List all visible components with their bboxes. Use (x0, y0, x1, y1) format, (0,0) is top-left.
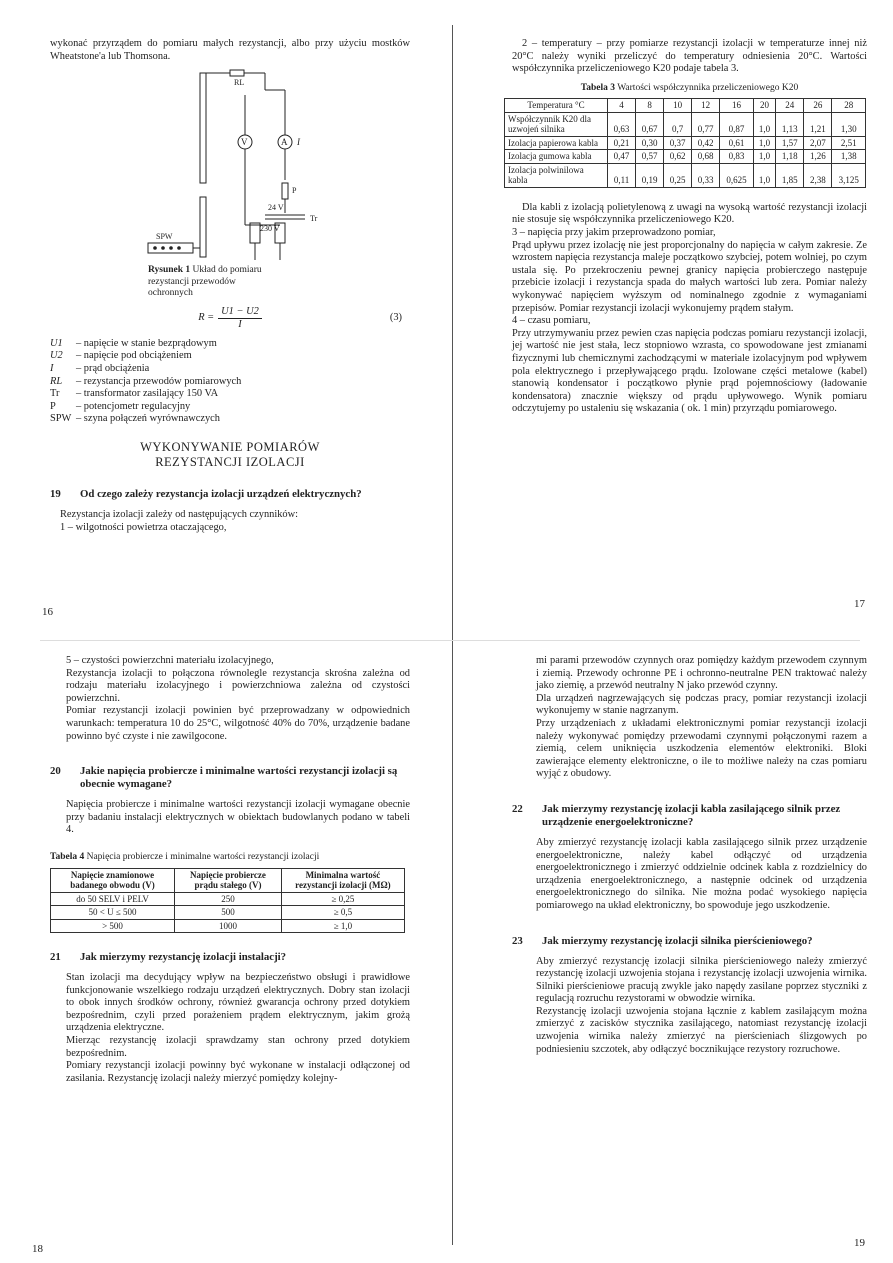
question-19-body (50, 509, 410, 534)
legend-symbol: SPW (50, 413, 72, 425)
table-cell: 0,7 (664, 112, 692, 136)
table-cell: 0,83 (720, 150, 754, 164)
question-number: 21 (50, 951, 61, 964)
page-18-intro (50, 655, 410, 743)
question-23 (512, 935, 867, 948)
table-cell: 0,62 (664, 150, 692, 164)
legend-item (50, 388, 410, 401)
table-row-label: Izolacja gumowa kabla (505, 150, 608, 164)
question-21-body (50, 972, 410, 1085)
paragraph: 1 – wilgotności powietrza otaczającego, (60, 521, 227, 533)
table-cell: 1,18 (776, 150, 804, 164)
page-18 (32, 655, 410, 1255)
table-4-caption (50, 851, 410, 864)
intro-paragraph: wykonać przyrządem do pomiaru małych rezystancji, albo przy użyciu mostków Wheatstone'a lub Thomsona. (50, 38, 410, 62)
table-cell: > 500 (51, 919, 175, 933)
legend-text: – napięcie pod obciążeniem (76, 350, 192, 362)
table-row (51, 919, 405, 933)
table-cell: 1,30 (832, 112, 866, 136)
paragraph: Pomiar rezystancji izolacji powinien być przeprowadzany w odpowiednich warunkach: temperatura 10 do 25°C, wilgotność 40% do 70%, urządzenie badane powinno być czyste i nie zawilgocone. (66, 705, 410, 742)
table-cell: 50 < U ≤ 500 (51, 906, 175, 920)
section-title-line-2: REZYSTANCJI IZOLACJI (155, 455, 305, 470)
conductor-lower (200, 197, 206, 257)
paragraph: Dla urządzeń nagrzewających się podczas pracy, pomiar rezystancji izolacji wykonujemy w stanie nagrzanym. (536, 692, 867, 717)
table-cell: 0,37 (664, 136, 692, 150)
table-row (51, 906, 405, 920)
conductor-upper (200, 73, 206, 183)
table-cell: ≥ 0,25 (281, 892, 404, 906)
table-header-cell: 20 (753, 99, 776, 113)
section-title-line-1: WYKONYWANIE POMIARÓW (140, 440, 320, 455)
question-title: Jak mierzymy rezystancję izolacji silnika pierścieniowego? (542, 934, 813, 947)
legend-symbol: U1 (50, 337, 63, 349)
table-caption-label: Tabela 3 (580, 82, 615, 93)
table-caption-text: Napięcia probiercze i minimalne wartości rezystancji izolacji (86, 851, 320, 862)
figure-caption-label: Rysunek 1 (148, 265, 191, 276)
table-header-cell: 4 (608, 99, 636, 113)
paragraph: 4 – czasu pomiaru, (512, 315, 591, 327)
paragraph: Rezystancję izolacji uzwojenia stojana łącznie z kablem zasilającym można zmierzyć z zacisków stycznika zasilającego, natomiast rezystancję izolacji uzwojenia wirnika należy zmierzyć na pierścieniach ślizgowych po podniesieniu szczotek, aby odłączyć bocznikujące rezystory rozruchowe. (536, 1005, 867, 1055)
table-row (51, 892, 405, 906)
legend-symbol: Tr (50, 388, 60, 400)
question-number: 20 (50, 765, 61, 778)
table-header-row (51, 868, 405, 892)
table-cell: 1,0 (753, 112, 776, 136)
paragraph: Napięcia probiercze i minimalne wartości rezystancji izolacji wymagane obecnie przy badaniu instalacji elektrycznych w obiektach budowlanych podano w tabeli 4. (66, 799, 410, 836)
table-cell: 0,87 (720, 112, 754, 136)
table-cell: 1000 (175, 919, 282, 933)
table-cell: 1,0 (753, 163, 776, 187)
table-header-cell: 16 (720, 99, 754, 113)
table-cell: 1,13 (776, 112, 804, 136)
table-cell: 0,625 (720, 163, 754, 187)
question-title: Od czego zależy rezystancja izolacji urządzeń elektrycznych? (80, 488, 362, 501)
resistor-rl (230, 70, 244, 76)
circuit-diagram-svg (50, 65, 410, 265)
table-header-cell: 10 (664, 99, 692, 113)
legend-symbol: I (50, 363, 54, 375)
table-cell: ≥ 1,0 (281, 919, 404, 933)
paragraph: Aby zmierzyć rezystancję izolacji kabla zasilającego silnik przez urządzenie energoelektroniczne, należy kabel odłączyć od urządzenia energoelektronicznego i zmierzyć oddzielnie odcinek kabla z rozdzielnicy do urządzenia energoelektronicznego, a następnie odcinek od urządzenia energoelektronicznego do silnika. Nie można podać wysokiego napięcia pomiarowego na układ elektroniczny, bo spowoduje jego uszkodzenie. (536, 836, 867, 911)
question-number: 19 (50, 488, 61, 501)
table-cell: 2,38 (804, 163, 832, 187)
question-title: Jak mierzymy rezystancję izolacji kabla zasilającego silnik przez urządzenie energoelektroniczne? (542, 802, 841, 828)
table-header-cell: Temperatura °C (505, 99, 608, 113)
legend-list (50, 338, 410, 426)
table-header-row (505, 99, 866, 113)
table-row-label: Izolacja polwinilowa kabla (505, 163, 608, 187)
diagram-label-230v: 230 V (260, 224, 280, 234)
paragraph: Rezystancja izolacji to połączona równolegle rezystancja skrośna zależna od rodzaju materiału izolacyjnego i powierzchniowa zależna od czystości powierzchni. (66, 667, 410, 704)
paragraph: mi parami przewodów czynnych oraz pomiędzy każdym przewodem czynnym i ziemią. Przewody ochronne PE i ochronno-neutralne PEN traktować należy jako ziemię, a przewód neutralny N jako przewód czynny. (536, 655, 867, 692)
section-title (50, 440, 410, 470)
question-title: Jakie napięcia probiercze i minimalne wartości rezystancji izolacji są obecnie wymagane? (80, 765, 398, 791)
table-cell: 1,0 (753, 150, 776, 164)
figure-caption-text: Układ do pomiaru rezystancji przewodów ochronnych (148, 265, 262, 299)
figure-caption (148, 265, 268, 300)
question-number: 23 (512, 934, 523, 947)
legend-symbol: U2 (50, 350, 63, 362)
diagram-label-tr: Tr (310, 214, 318, 224)
table-cell: 1,0 (753, 136, 776, 150)
table-cell: 0,30 (636, 136, 664, 150)
paragraph: 3 – napięcia przy jakim przeprowadzono pomiar, (512, 227, 716, 239)
table-cell: 0,19 (636, 163, 664, 187)
table-row (505, 150, 866, 164)
legend-text: – prąd obciążenia (76, 363, 150, 375)
question-title: Jak mierzymy rezystancję izolacji instalacji? (80, 951, 287, 964)
diagram-label-p: P (292, 186, 297, 196)
table-cell: 0,21 (608, 136, 636, 150)
table-caption-text: Wartości współczynnika przeliczeniowego K20 (617, 82, 799, 93)
formula-fraction (218, 306, 262, 332)
table-cell: 1,21 (804, 112, 832, 136)
table-header-cell: 28 (832, 99, 866, 113)
table-header-cell: 24 (776, 99, 804, 113)
table-header-cell: 12 (692, 99, 720, 113)
question-23-body (512, 956, 867, 1057)
formula-numerator: U1 − U2 (218, 306, 262, 320)
legend-text: – szyna połączeń wyrównawczych (76, 413, 220, 425)
table-cell: 1,85 (776, 163, 804, 187)
paragraph: 5 – czystości powierzchni materiału izolacyjnego, (66, 655, 274, 666)
legend-item (50, 363, 410, 376)
question-19 (50, 488, 410, 501)
page-number: 17 (854, 598, 865, 610)
legend-item (50, 401, 410, 414)
table-row (505, 112, 866, 136)
page-number: 18 (32, 1243, 43, 1255)
diagram-label-spw: SPW (156, 232, 173, 242)
center-fold-line (452, 25, 453, 1245)
table-header-cell: 26 (804, 99, 832, 113)
legend-text: – transformator zasilający 150 VA (76, 388, 219, 400)
table-cell: 2,07 (804, 136, 832, 150)
table-row-label: Izolacja papierowa kabla (505, 136, 608, 150)
table-cell: 2,51 (832, 136, 866, 150)
table-cell: 3,125 (832, 163, 866, 187)
question-20-body (50, 799, 410, 837)
paragraph: 2 – temperatury – przy pomiarze rezystancji izolacji w temperaturze innej niż 20°C należy wyniki przeliczyć do temperatury odniesienia 20°C. Wartości współczynnika przeliczeniowego K20 podaje tabela 3. (512, 38, 867, 75)
table-row-label: Współczynnik K20 dla uzwojeń silnika (505, 112, 608, 136)
legend-item (50, 350, 410, 363)
table-3-caption (512, 82, 867, 95)
table-cell: 1,38 (832, 150, 866, 164)
question-22-body (512, 837, 867, 913)
legend-symbol: RL (50, 375, 63, 387)
table-cell: 0,68 (692, 150, 720, 164)
formula-lhs: R = (198, 312, 215, 324)
paragraph: Dla kabli z izolacją polietylenową z uwagi na wysoką wartość rezystancji izolacji nie stosuje się współczynnika przeliczeniowego K20. (512, 201, 867, 226)
table-header-cell: 8 (636, 99, 664, 113)
legend-symbol: P (50, 400, 56, 412)
legend-item (50, 376, 410, 389)
table-row (505, 136, 866, 150)
legend-text: – rezystancja przewodów pomiarowych (76, 375, 242, 387)
question-number: 22 (512, 802, 523, 815)
page-separator (40, 640, 860, 641)
legend-text: – potencjometr regulacyjny (76, 400, 191, 412)
paragraph: Pomiary rezystancji izolacji powinny być wykonane w instalacji odłączonej od zasilania. Rezystancję izolacji należy mierzyć pomiędzy kolejny- (66, 1060, 410, 1084)
question-20 (50, 765, 410, 791)
table-4 (50, 868, 405, 934)
table-cell: 0,25 (664, 163, 692, 187)
table-cell: 250 (175, 892, 282, 906)
page-19-intro (512, 655, 867, 781)
paragraph: Przy utrzymywaniu przez pewien czas napięcia podczas pomiaru rezystancji izolacji, jej wartość nie jest stała, lecz stopniowo wzrasta, co spowodowane jest zmianami fizycznymi lub chemicznymi zachodzącymi w materiale izolacyjnym pod wpływem pola elektrycznego i przepływającego prądu. Izolowane części metalowe (kabel) stanowią kondensator i początkowo płynie prąd pojemnościowy (ładowanie kondensatora) znacznie większy od prądu upływowego. Wynik pomiaru odczytujemy po ustaleniu się wskazania ( ok. 1 min) przyrządu pomiarowego. (512, 327, 867, 415)
table-cell: 1,57 (776, 136, 804, 150)
page-number: 19 (854, 1237, 865, 1249)
table-cell: ≥ 0,5 (281, 906, 404, 920)
formula-denominator: I (238, 319, 242, 331)
table-row (505, 163, 866, 187)
paragraph: Mierząc rezystancję izolacji sprawdzamy stan ochrony przed dotykiem bezpośrednim. (66, 1035, 410, 1059)
question-21 (50, 951, 410, 964)
table-cell: 0,67 (636, 112, 664, 136)
paragraph: Prąd upływu przez izolację nie jest proporcjonalny do napięcia w całym zakresie. Ze wzrostem napięcia rezystancja maleje początkowo szybciej, potem wolniej, po czym ustala się. Po przekroczeniu pewnej granicy napięcia probierczego następuje przebicie izolacji i rezystancja spada do małych wartości lub zera. Pomiar należy wykonywać napięciem wyższym od nominalnego zgodnie z wymaganiami przepisów. Pomiar rezystancji izolacji wykonujemy prądem stałym. (512, 239, 867, 314)
formula-number: (3) (389, 312, 402, 324)
table-cell: do 50 SELV i PELV (51, 892, 175, 906)
page-16 (42, 38, 410, 628)
paragraph: Stan izolacji ma decydujący wpływ na bezpieczeństwo obsługi i prawidłowe funkcjonowanie wszelkiego rodzaju urządzeń elektrycznych. Dobry stan izolacji to obok innych środków ochrony, również gwarancja ochrony przed dotykiem bezpośrednim, czyli przed porażeniem prądem elektrycznym, jakim grożą urządzenia elektryczne. (66, 972, 410, 1034)
circuit-diagram (50, 65, 410, 265)
legend-item (50, 338, 410, 351)
table-cell: 0,33 (692, 163, 720, 187)
diagram-label-i: I (297, 137, 300, 148)
table-cell: 0,77 (692, 112, 720, 136)
table-caption-label: Tabela 4 (50, 851, 85, 862)
page-17 (508, 38, 867, 628)
table-3 (504, 98, 866, 188)
table-cell: 0,11 (608, 163, 636, 187)
table-cell: 1,26 (804, 150, 832, 164)
table-cell: 0,61 (720, 136, 754, 150)
page-number: 16 (42, 606, 53, 618)
page-19 (512, 655, 867, 1255)
diagram-label-rl: RL (234, 78, 245, 88)
question-22 (512, 803, 867, 829)
diagram-label-a: A (281, 137, 288, 148)
table-header-cell: Napięcie probiercze prądu stałego (V) (175, 868, 282, 892)
legend-item (50, 413, 410, 426)
paragraph: Rezystancja izolacji zależy od następujących czynników: (60, 509, 299, 521)
table-cell: 0,42 (692, 136, 720, 150)
transformer-left (250, 223, 260, 243)
potentiometer (282, 183, 288, 199)
legend-text: – napięcie w stanie bezprądowym (76, 337, 217, 349)
table-header-cell: Minimalna wartość rezystancji izolacji (MΩ) (281, 868, 404, 892)
table-cell: 500 (175, 906, 282, 920)
table-header-cell: Napięcie znamionowe badanego obwodu (V) (51, 868, 175, 892)
diagram-label-v: V (241, 137, 248, 148)
paragraph: Przy urządzeniach z układami elektronicznymi pomiar rezystancji izolacji należy wykonywać pomiędzy przewodami czynnymi połączonymi razem a ziemią, celem uniknięcia uszkodzenia elementów elektroniki. Bloki zawierające elementy elektroniczne, o ile to możliwe należy na czas pomiaru wyjąć z obudowy. (536, 717, 867, 780)
formula-3 (50, 306, 410, 332)
table-cell: 0,47 (608, 150, 636, 164)
diagram-label-24v: 24 V (268, 203, 284, 213)
table-cell: 0,63 (608, 112, 636, 136)
paragraph: Aby zmierzyć rezystancję izolacji silnika pierścieniowego należy zmierzyć rezystancję izolacji uzwojenia stojana i rezystancję izolacji uzwojenia wirnika. Silniki pierścieniowe pracują zwykle jako napędy zasilane poprzez styczniki z regulacją rozruchu rezystorami w obwodzie wirnika. (536, 955, 867, 1005)
table-cell: 0,57 (636, 150, 664, 164)
